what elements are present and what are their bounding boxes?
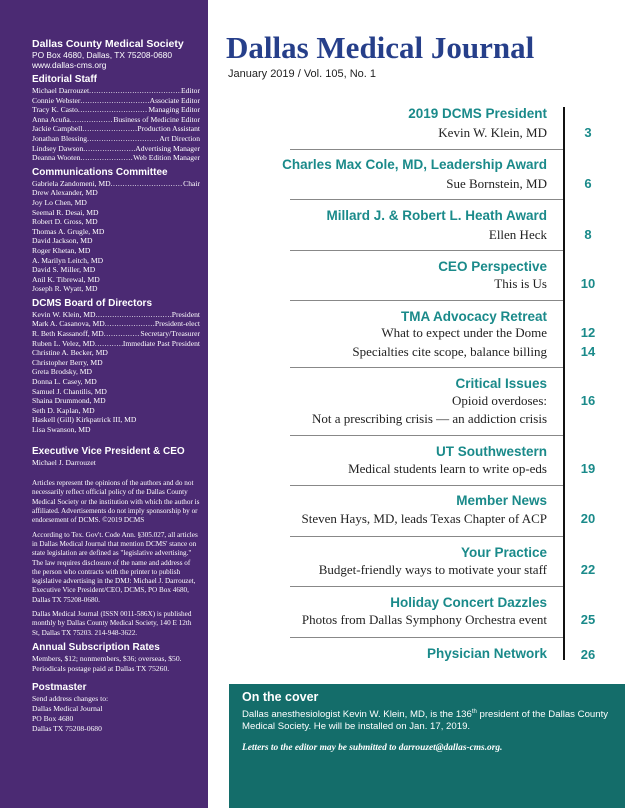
board-member-list <box>32 348 200 434</box>
editorial-staff-name: Anna Acuña <box>32 114 70 124</box>
legal-notice-text: According to Tex. Gov't. Code Ann. §305.027, all articles in Dallas Medical Journal that mention DCMS' stance on state legislation are defined as "legislative advertising." The law requires disclosure of the name and address of the person who contracts with the printer to publish legislative advertising in the DMJ: Michael J. Darrouzet, Executive Vice President/CEO, DCMS, PO Box 4680, Dallas TX 75208-0680. <box>32 530 198 604</box>
editorial-staff-row <box>32 86 200 96</box>
editorial-staff-role: Business of Medicine Editor <box>113 114 200 124</box>
toc-article-title[interactable]: This is Us <box>494 276 547 291</box>
evp-heading: Executive Vice President & CEO <box>32 445 185 457</box>
journal-title: Dallas Medical Journal <box>226 30 535 65</box>
toc-section-heading[interactable]: Millard J. & Robert L. Heath Award <box>326 208 547 223</box>
toc-article-title[interactable]: Specialties cite scope, balance billing <box>352 344 547 359</box>
toc-divider <box>290 250 563 251</box>
toc-article-title[interactable]: Photos from Dallas Symphony Orchestra event <box>301 612 547 627</box>
board-member: Samuel J. Chantilis, MD <box>32 386 107 396</box>
editorial-staff-name: Jonathan Blessing <box>32 133 88 143</box>
committee-member: Seemal R. Desai, MD <box>32 207 99 217</box>
editorial-staff-row <box>32 96 200 106</box>
toc-divider <box>290 435 563 436</box>
toc-article-title[interactable]: Budget-friendly ways to motivate your staff <box>318 562 547 577</box>
board-officer-list <box>32 310 200 348</box>
toc-article-title[interactable]: What to expect under the Dome <box>381 325 547 340</box>
evp-name: Michael J. Darrouzet <box>32 457 96 467</box>
subscription-postage: Periodicals postage paid at Dallas TX 75260. <box>32 663 170 673</box>
board-member: Donna L. Casey, MD <box>32 377 97 387</box>
cover-info-box <box>229 684 625 808</box>
toc-page-number[interactable]: 12 <box>580 325 596 340</box>
toc-article-title[interactable]: Steven Hays, MD, leads Texas Chapter of ACP <box>301 511 547 526</box>
editorial-staff-name: Jackie Campbell <box>32 124 83 134</box>
board-officer-role: Immediate Past President <box>122 338 200 348</box>
toc-section-heading[interactable]: Critical Issues <box>455 376 547 391</box>
subscription-heading: Annual Subscription Rates <box>32 641 160 653</box>
postmaster-line: Send address changes to: <box>32 693 109 703</box>
toc-divider <box>290 485 563 486</box>
editorial-staff-row <box>32 115 200 125</box>
board-officer-name: Ruben L. Velez, MD <box>32 338 95 348</box>
board-member: Christopher Berry, MD <box>32 357 103 367</box>
toc-section-heading[interactable]: Charles Max Cole, MD, Leadership Award <box>282 157 547 172</box>
toc-article-title[interactable]: Ellen Heck <box>488 227 547 242</box>
committee-member: Anil K. Tibrewal, MD <box>32 274 100 284</box>
editorial-staff-name: Tracy K. Casto <box>32 105 78 115</box>
toc-page-number[interactable]: 22 <box>580 562 596 577</box>
toc-section-heading[interactable]: Physician Network <box>426 646 547 661</box>
editorial-staff-name: Michael Darrouzet <box>32 86 90 95</box>
editorial-staff-role: Web Edition Manager <box>133 153 200 163</box>
editorial-staff-role: Associate Editor <box>149 95 200 105</box>
board-member: Shaina Drummond, MD <box>32 396 106 406</box>
toc-divider <box>290 300 563 301</box>
toc-page-number[interactable]: 26 <box>580 647 596 662</box>
toc-article-title[interactable]: Not a prescribing crisis — an addiction crisis <box>311 411 547 426</box>
editorial-staff-role: Advertising Manager <box>135 143 200 153</box>
committee-member: Drew Alexander, MD <box>32 188 98 198</box>
committee-member-list <box>32 188 200 294</box>
board-officer-role: President-elect <box>154 319 200 329</box>
postmaster-line: Dallas TX 75208-0680 <box>32 723 102 733</box>
toc-divider <box>290 149 563 150</box>
toc-section-heading[interactable]: 2019 DCMS President <box>408 106 547 121</box>
editorial-staff-role: Art Direction <box>159 133 200 143</box>
editorial-staff-role: Editor <box>181 86 200 95</box>
editorial-staff-row <box>32 105 200 115</box>
editorial-staff-name: Connie Webster <box>32 95 81 105</box>
board-officer-role: Secretary/Treasurer <box>140 329 200 339</box>
board-member: Haskell (Gill) Kirkpatrick III, MD <box>32 415 137 425</box>
postmaster-address <box>32 694 200 734</box>
toc-divider <box>290 536 563 537</box>
board-of-directors-heading: DCMS Board of Directors <box>32 297 153 309</box>
toc-section-heading[interactable]: Member News <box>456 493 547 508</box>
board-officer-row <box>32 329 200 339</box>
issue-info: January 2019 / Vol. 105, No. 1 <box>228 68 376 80</box>
editorial-staff-list <box>32 86 200 163</box>
communications-committee-heading: Communications Committee <box>32 166 168 178</box>
board-officer-name: Kevin W. Klein, MD <box>32 309 96 319</box>
toc-divider <box>290 637 563 638</box>
board-member: Greta Brodsky, MD <box>32 367 93 377</box>
committee-member: A. Marilyn Leitch, MD <box>32 255 104 265</box>
masthead-sidebar <box>0 0 208 808</box>
editorial-staff-name: Deanna Wooten <box>32 153 81 163</box>
committee-member: Joy Lo Chen, MD <box>32 197 87 207</box>
org-address: PO Box 4680, Dallas, TX 75208-0680 <box>32 50 172 60</box>
toc-page-number[interactable]: 6 <box>584 176 592 191</box>
toc-section-heading[interactable]: Your Practice <box>460 545 547 560</box>
board-officer-row <box>32 339 200 349</box>
editorial-staff-row <box>32 153 200 163</box>
board-officer-row <box>32 319 200 329</box>
toc-page-number[interactable]: 16 <box>580 393 596 408</box>
editorial-staff-row <box>32 124 200 134</box>
org-website-link[interactable]: www.dallas-cms.org <box>32 60 107 70</box>
editorial-staff-heading: Editorial Staff <box>32 74 98 85</box>
board-officer-row <box>32 310 200 320</box>
toc-page-number[interactable]: 25 <box>580 612 596 627</box>
letters-to-editor-note: Letters to the editor may be submitted to darrouzet@dallas-cms.org. <box>242 743 503 754</box>
disclaimer-text: Articles represent the opinions of the authors and do not necessarily reflect official policy of the Dallas County Medical Society or the institution with which the author is affiliated. Advertisements do not imply sponsorship by or endorsement of DCMS. ©2019 DCMS <box>32 479 200 525</box>
toc-divider <box>290 199 563 200</box>
committee-chair-role: Chair <box>183 178 200 188</box>
toc-article-title[interactable]: Opioid overdoses: <box>452 393 547 408</box>
committee-chair <box>32 179 200 189</box>
toc-article-title[interactable]: Kevin W. Klein, MD <box>438 125 547 140</box>
toc-article-title[interactable]: Medical students learn to write op-eds <box>348 461 547 476</box>
editorial-staff-row <box>32 144 200 154</box>
board-officer-role: President <box>171 309 200 319</box>
committee-member: David S. Miller, MD <box>32 265 96 275</box>
toc-section-heading[interactable]: UT Southwestern <box>435 444 547 459</box>
committee-chair-name: Gabriela Zandomeni, MD <box>32 178 111 188</box>
committee-member: Robert D. Gross, MD <box>32 217 98 227</box>
subscription-rates: Members, $12; nonmembers, $36; overseas, $50. <box>32 653 182 663</box>
toc-page-number[interactable]: 19 <box>580 461 596 476</box>
toc-page-number[interactable]: 3 <box>584 125 592 140</box>
committee-member: Thomas A. Grugle, MD <box>32 226 105 236</box>
board-member: Christine A. Becker, MD <box>32 348 108 358</box>
board-officer-name: R. Beth Kassanoff, MD <box>32 329 104 339</box>
board-officer-name: Mark A. Casanova, MD <box>32 319 105 329</box>
editorial-staff-role: Managing Editor <box>148 105 200 115</box>
toc-article-title[interactable]: Sue Bornstein, MD <box>446 176 547 191</box>
publication-notice-text: Dallas Medical Journal (ISSN 0011-586X) is published monthly by Dallas County Medical Society, 140 E 12th St, Dallas TX 75203. 214-948-3622. <box>32 610 192 637</box>
toc-divider <box>290 586 563 587</box>
cover-description: Dallas anesthesiologist Kevin W. Klein, MD, is the 136th president of the Dallas County Medical Society. He will be installed on Jan. 17, 2019. <box>242 709 609 733</box>
toc-page-number[interactable]: 20 <box>580 511 596 526</box>
editorial-staff-row <box>32 134 200 144</box>
postmaster-line: PO Box 4680 <box>32 713 74 723</box>
toc-section-heading[interactable]: TMA Advocacy Retreat <box>400 309 547 324</box>
editorial-staff-role: Production Assistant <box>137 124 200 134</box>
org-name: Dallas County Medical Society <box>32 38 184 50</box>
board-member: Seth D. Kaplan, MD <box>32 405 95 415</box>
board-member: Lisa Swanson, MD <box>32 425 91 434</box>
toc-section-heading[interactable]: CEO Perspective <box>438 259 547 274</box>
toc-divider <box>290 367 563 368</box>
toc-page-number[interactable]: 14 <box>580 344 596 359</box>
postmaster-heading: Postmaster <box>32 681 87 693</box>
toc-page-number[interactable]: 10 <box>580 276 596 291</box>
cover-heading: On the cover <box>242 690 319 704</box>
toc-page-number[interactable]: 8 <box>584 227 592 242</box>
postmaster-line: Dallas Medical Journal <box>32 703 103 713</box>
committee-member: David Jackson, MD <box>32 236 93 246</box>
toc-section-heading[interactable]: Holiday Concert Dazzles <box>390 595 547 610</box>
editorial-staff-name: Lindsey Dawson <box>32 143 84 153</box>
committee-member: Roger Khetan, MD <box>32 245 91 255</box>
committee-member: Joseph R. Wyatt, MD <box>32 284 98 294</box>
